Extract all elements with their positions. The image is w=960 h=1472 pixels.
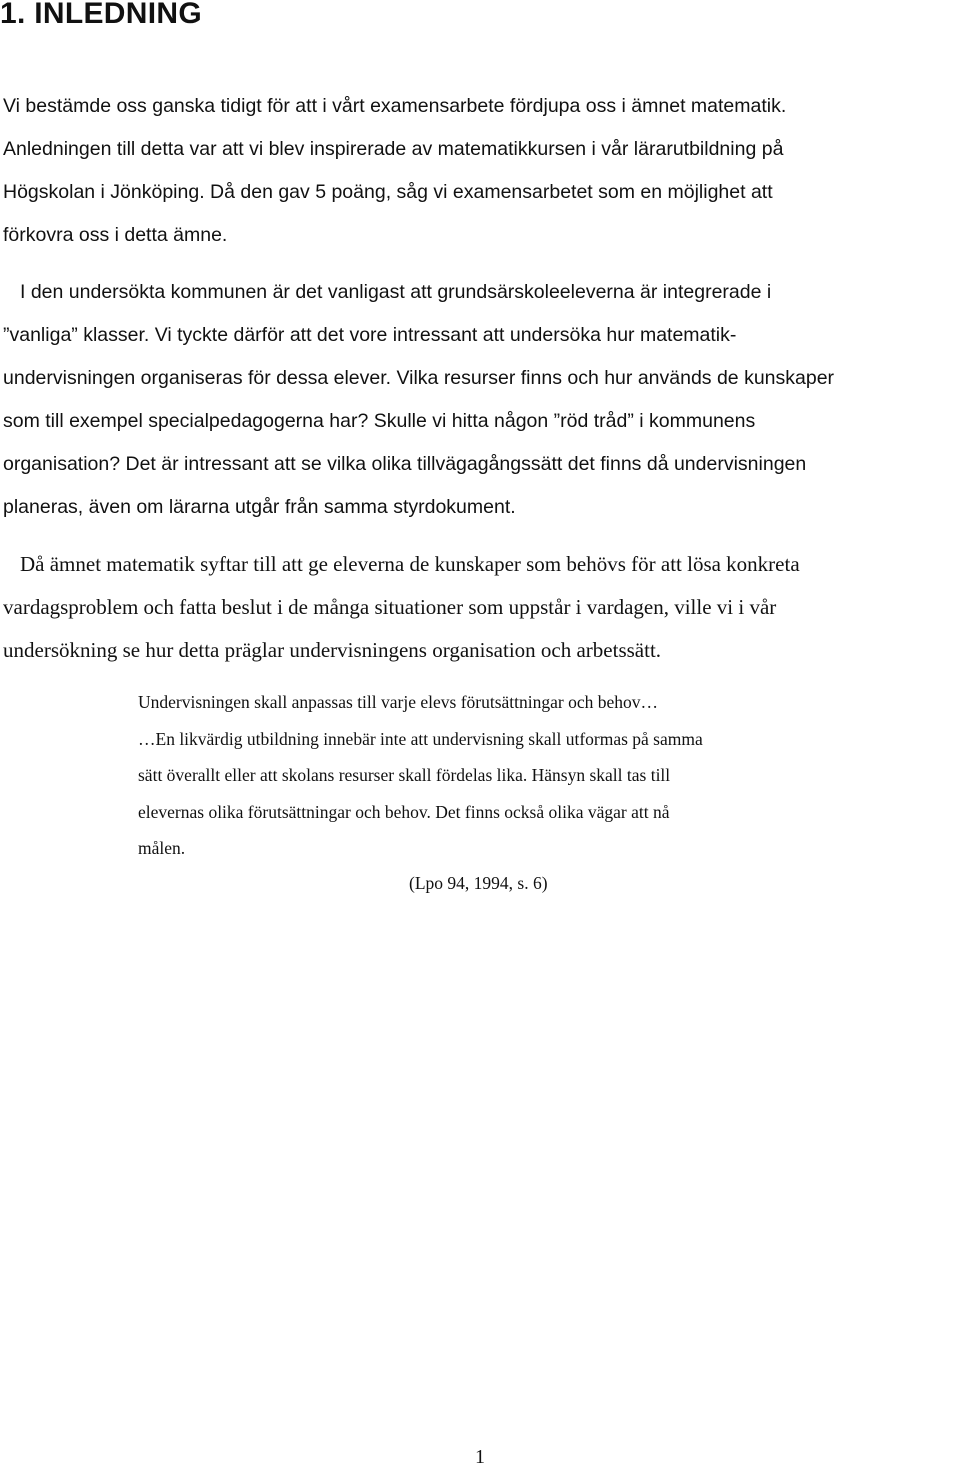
paragraph-1-line: Vi bestämde oss ganska tidigt för att i vårt examensarbete fördjupa oss i ämnet matematik.	[3, 95, 787, 117]
paragraph-2-line: organisation? Det är intressant att se vilka olika tillvägagångssätt det finns då undervisningen	[3, 453, 807, 475]
quote-line: Undervisningen skall anpassas till varje elevs förutsättningar och behov…	[138, 692, 659, 712]
paragraph-3	[3, 543, 958, 672]
paragraph-2-line	[3, 271, 958, 314]
paragraph-2-line: planeras, även om lärarna utgår från samma styrdokument.	[3, 496, 516, 518]
quote-line: elevernas olika förutsättningar och behov. Det finns också olika vägar att nå	[138, 801, 670, 822]
paragraph-3-line: vardagsproblem och fatta beslut i de många situationer som uppstår i vardagen, ville vi i vår	[3, 595, 777, 619]
paragraph-2-line-text: I den undersökta kommunen är det vanligast att grundsärskoleeleverna är integrerade i	[20, 281, 772, 303]
quote-line: sätt överallt eller att skolans resurser skall fördelas lika. Hänsyn skall tas till	[138, 765, 671, 785]
quote-line: …En likvärdig utbildning innebär inte att undervisning skall utformas på samma	[138, 728, 703, 749]
paragraph-3-line	[3, 543, 958, 586]
paragraph-1	[3, 85, 958, 257]
paragraph-2-line: ”vanliga” klasser. Vi tyckte därför att det vore intressant att undersöka hur matematik-	[3, 324, 737, 346]
paragraph-3-line: undersökning se hur detta präglar undervisningens organisation och arbetssätt.	[3, 638, 662, 662]
chapter-heading: 1. INLEDNING	[0, 0, 202, 30]
paragraph-1-line: förkovra oss i detta ämne.	[3, 224, 228, 246]
paragraph-1-line: Anledningen till detta var att vi blev inspirerade av matematikkursen i vår lärarutbildning på	[3, 138, 784, 160]
quote-line: målen.	[138, 838, 186, 858]
page-number: 1	[475, 1446, 485, 1468]
paragraph-2	[3, 271, 958, 529]
paragraph-3-line-text: Då ämnet matematik syftar till att ge eleverna de kunskaper som behövs för att lösa konkreta	[20, 552, 800, 576]
paragraph-2-line: undervisningen organiseras för dessa elever. Vilka resurser finns och hur används de kunskaper	[3, 367, 835, 389]
paragraph-2-line: som till exempel specialpedagogerna har? Skulle vi hitta någon ”röd tråd” i kommunens	[3, 410, 756, 432]
block-quote	[138, 684, 838, 867]
paragraph-1-line: Högskolan i Jönköping. Då den gav 5 poäng, såg vi examensarbetet som en möjlighet att	[3, 181, 773, 203]
quote-citation: (Lpo 94, 1994, s. 6)	[409, 873, 548, 893]
